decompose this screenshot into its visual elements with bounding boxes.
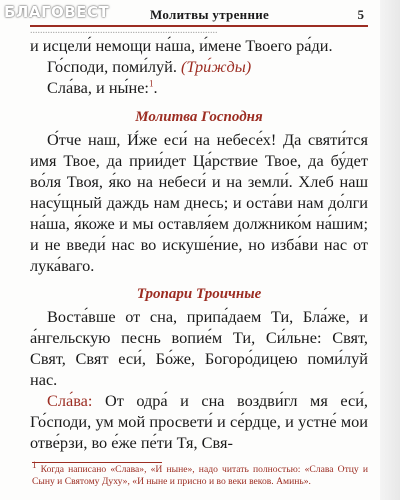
verse-text: От одра́ и сна воздви́гл мя еси́, Го́споди, ум мой просвети́ и се́рдце, и устне́ мои отве́рзи, во е́же пе́ти Тя, Свя- xyxy=(30,391,368,452)
cropped-text-line: ........................................................................... xyxy=(30,27,218,35)
page-number: 5 xyxy=(357,7,364,22)
paragraph-lord-have-mercy xyxy=(30,56,368,77)
paragraph-troparion-2 xyxy=(30,390,368,453)
footnote xyxy=(32,459,368,488)
verse-text: Го́споди, поми́луй. xyxy=(47,57,181,76)
paragraph-troparion-1: Воста́вше от сна, припа́даем Ти, Бла́же, и а́нгельскую песнь вопие́м Ти, Си́льне: Свят, Свят, Свят еси́, Бо́же, Богоро́дицею поми́луй нас. xyxy=(30,307,368,389)
running-header-title: Молитвы утренние xyxy=(150,7,270,22)
rubric-note: (Три́жды) xyxy=(180,57,252,76)
paragraph-continuation: и исцели́ немощи на́ша, и́мене Твоего ра́ди. xyxy=(30,36,333,55)
paragraph-glory: Сла́ва, и ны́не:$^1$. xyxy=(47,78,158,97)
verse-text: Сла́ва, и ны́не: xyxy=(47,78,149,97)
footnote-text: Когда написано «Слава», «И ныне», надо читать полностью: «Слава Отцу и Сыну и Святому Духу», «И ныне и присно и во веки веков. Аминь». xyxy=(32,464,368,487)
footnote-rule xyxy=(32,462,162,463)
page-edge-shadow xyxy=(380,0,400,500)
page-body xyxy=(30,35,368,453)
watermark-logo: БЛАГОВЕСТ xyxy=(4,3,110,21)
section-heading-troparia: Тропари Троичные xyxy=(136,286,262,302)
footnote-number: 1 xyxy=(32,459,37,470)
rubric-label: Сла́ва: xyxy=(47,391,93,410)
footnote-marker: 1 xyxy=(148,78,154,89)
paragraph-lords-prayer: О́тче наш, И́же еси́ на небесе́х! Да святи́тся имя Твое, да прии́дет Ца́рствие Твое, да бу́дет во́ля Твоя, я́ко на небеси́ и на земли́. Хлеб наш насу́щный даждь нам днесь; и оста́ви нам до́лги на́ша, я́коже и мы оставля́ем должнико́м на́шим; и не введи́ нас во искуше́ние, но изба́ви нас от лука́ваго. xyxy=(30,130,368,275)
section-heading-lords-prayer: Молитва Господня xyxy=(135,109,263,125)
